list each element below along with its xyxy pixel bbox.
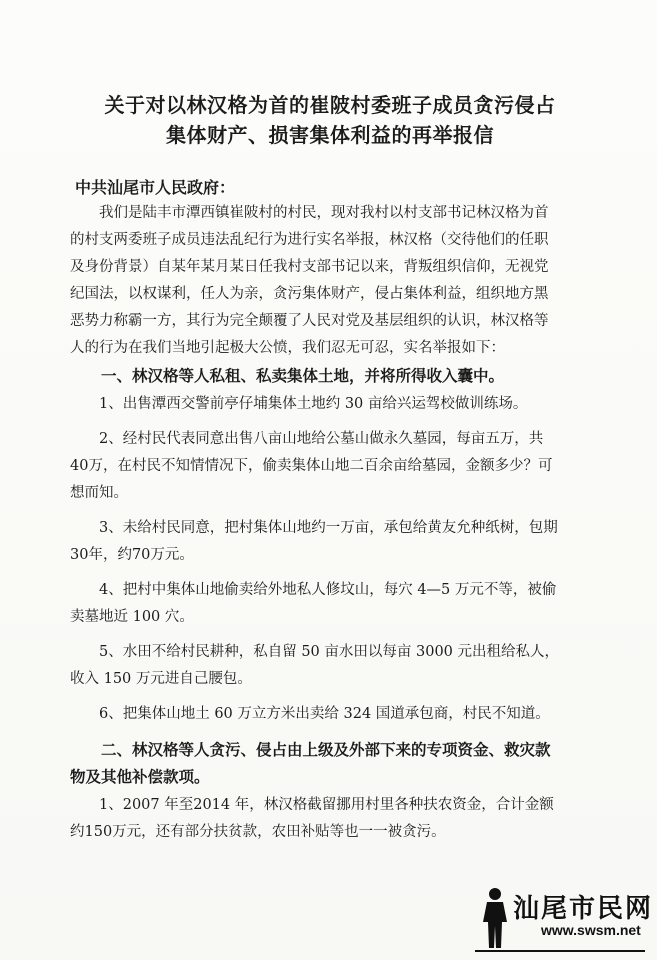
watermark-underline <box>475 950 645 952</box>
section-2-item-1: 1、2007 年至2014 年，林汉格截留挪用村里各种扶农资金，合计金额约150万元，还有部分扶贫款，农田补贴等也一一被贪污。 <box>70 797 554 840</box>
letter-body <box>70 200 560 846</box>
site-watermark <box>475 884 654 952</box>
section-1-item-6: 6、把集体山地土 60 万立方米出卖给 324 国道承包商，村民不知道。 <box>99 706 550 722</box>
addressee: 中共汕尾市人民政府： <box>75 178 236 197</box>
section-2-heading: 二、林汉格等人贪污、侵占由上级及外部下来的专项资金、救灾款物及其他补偿款项。 <box>70 740 551 786</box>
intro-paragraph: 我们是陆丰市潭西镇崔陂村的村民，现对我村以村支部书记林汉格为首的村支两委班子成员违法乱纪行为进行实名举报，林汉格（交待他们的任职及身份背景）自某年某月某日任我村支部书记以来，背叛组织信仰，无视党纪国法，以权谋利，任人为亲，贪污集体财产，侵占集体利益，组织地方黑恶势力称霸一方，其行为完全颠覆了人民对党及基层组织的认识，林汉格等人的行为在我们当地引起极大公愤，我们忍无可忍，实名举报如下： <box>70 205 549 356</box>
person-silhouette-icon <box>475 886 515 950</box>
section-1-item-5: 5、水田不给村民耕种，私自留 50 亩水田以每亩 3000 元出租给私人，收入 150 万元进自己腰包。 <box>70 644 560 687</box>
section-1-item-1: 1、出售潭西交警前亭仔埔集体土地约 30 亩给兴运驾校做训练场。 <box>99 396 528 412</box>
section-1-heading: 一、林汉格等人私租、私卖集体土地，并将所得收入囊中。 <box>101 366 505 385</box>
section-1-item-2: 2、经村民代表同意出售八亩山地给公墓山做永久墓园，每亩五万，共40万，在村民不知情情况下，偷卖集体山地二百余亩给墓园，金额多少？可想而知。 <box>70 431 553 501</box>
watermark-text: 汕尾市民网 <box>513 894 654 924</box>
title-line-2: 集体财产、损害集体利益的再举报信 <box>166 123 494 147</box>
section-1-item-4: 4、把村中集体山地偷卖给外地私人修坟山，每穴 4—5 万元不等，被偷卖墓地近 100 穴。 <box>70 582 557 625</box>
document-title <box>70 90 590 150</box>
title-line-1: 关于对以林汉格为首的崔陂村委班子成员贪污侵占 <box>104 93 556 117</box>
watermark-url: www.swsm.net <box>541 922 641 938</box>
section-1-item-3: 3、未给村民同意，把村集体山地约一万亩，承包给黄友允种纸树，包期30年，约70万元。 <box>70 520 558 563</box>
